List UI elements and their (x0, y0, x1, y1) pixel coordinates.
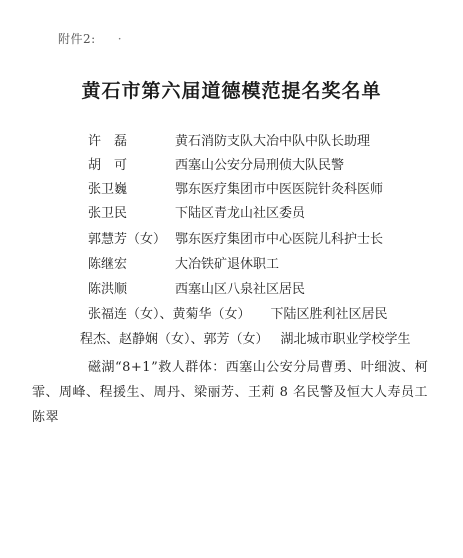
nominee-affiliation: 鄂东医疗集团市中医医院针灸科医师 (175, 182, 384, 197)
rescue-group-paragraph: 磁湖“8+1”救人群体：西塞山公安分局曹勇、叶细波、柯霏、周峰、程援生、周丹、梁丽芳、王莉 8 名民警及恒大人寿员工陈翠 (32, 360, 429, 425)
document-title: 黄石市第六届道德模范提名奖名单 (81, 80, 382, 102)
nominee-name: 张卫巍 (88, 182, 128, 197)
nominee-name: 许 磊 (88, 134, 128, 149)
nominee-name: 郭慧芳（女） (88, 232, 167, 247)
attachment-text: 附件2: (58, 32, 96, 46)
group-nominee-names: 张福连（女）、黄菊华（女） (88, 307, 251, 322)
nominee-name: 张卫民 (88, 206, 128, 221)
nominee-affiliation: 大冶铁矿退休职工 (175, 257, 280, 272)
nominee-affiliation: 鄂东医疗集团市中心医院儿科护士长 (175, 232, 384, 247)
nominee-affiliation: 西塞山区八泉社区居民 (175, 282, 306, 297)
group-nominee-affiliation: 下陆区胜利社区居民 (270, 307, 388, 322)
nominee-affiliation: 黄石消防支队大冶中队中队长助理 (175, 134, 371, 149)
attachment-label (58, 30, 122, 47)
nominee-name: 胡 可 (88, 158, 128, 173)
nominee-affiliation: 下陆区青龙山社区委员 (175, 206, 306, 221)
nominee-name: 陈继宏 (88, 257, 128, 272)
group-nominee-names: 程杰、赵静娴（女）、郭芳（女） (80, 332, 269, 347)
group-nominee-affiliation: 湖北城市职业学校学生 (280, 332, 411, 347)
nominee-name: 陈洪顺 (88, 282, 128, 297)
group-nominee-row (80, 331, 411, 349)
nominee-affiliation: 西塞山公安分局刑侦大队民警 (175, 158, 345, 173)
attachment-dot: · (117, 32, 123, 46)
group-nominee-row (88, 306, 388, 324)
